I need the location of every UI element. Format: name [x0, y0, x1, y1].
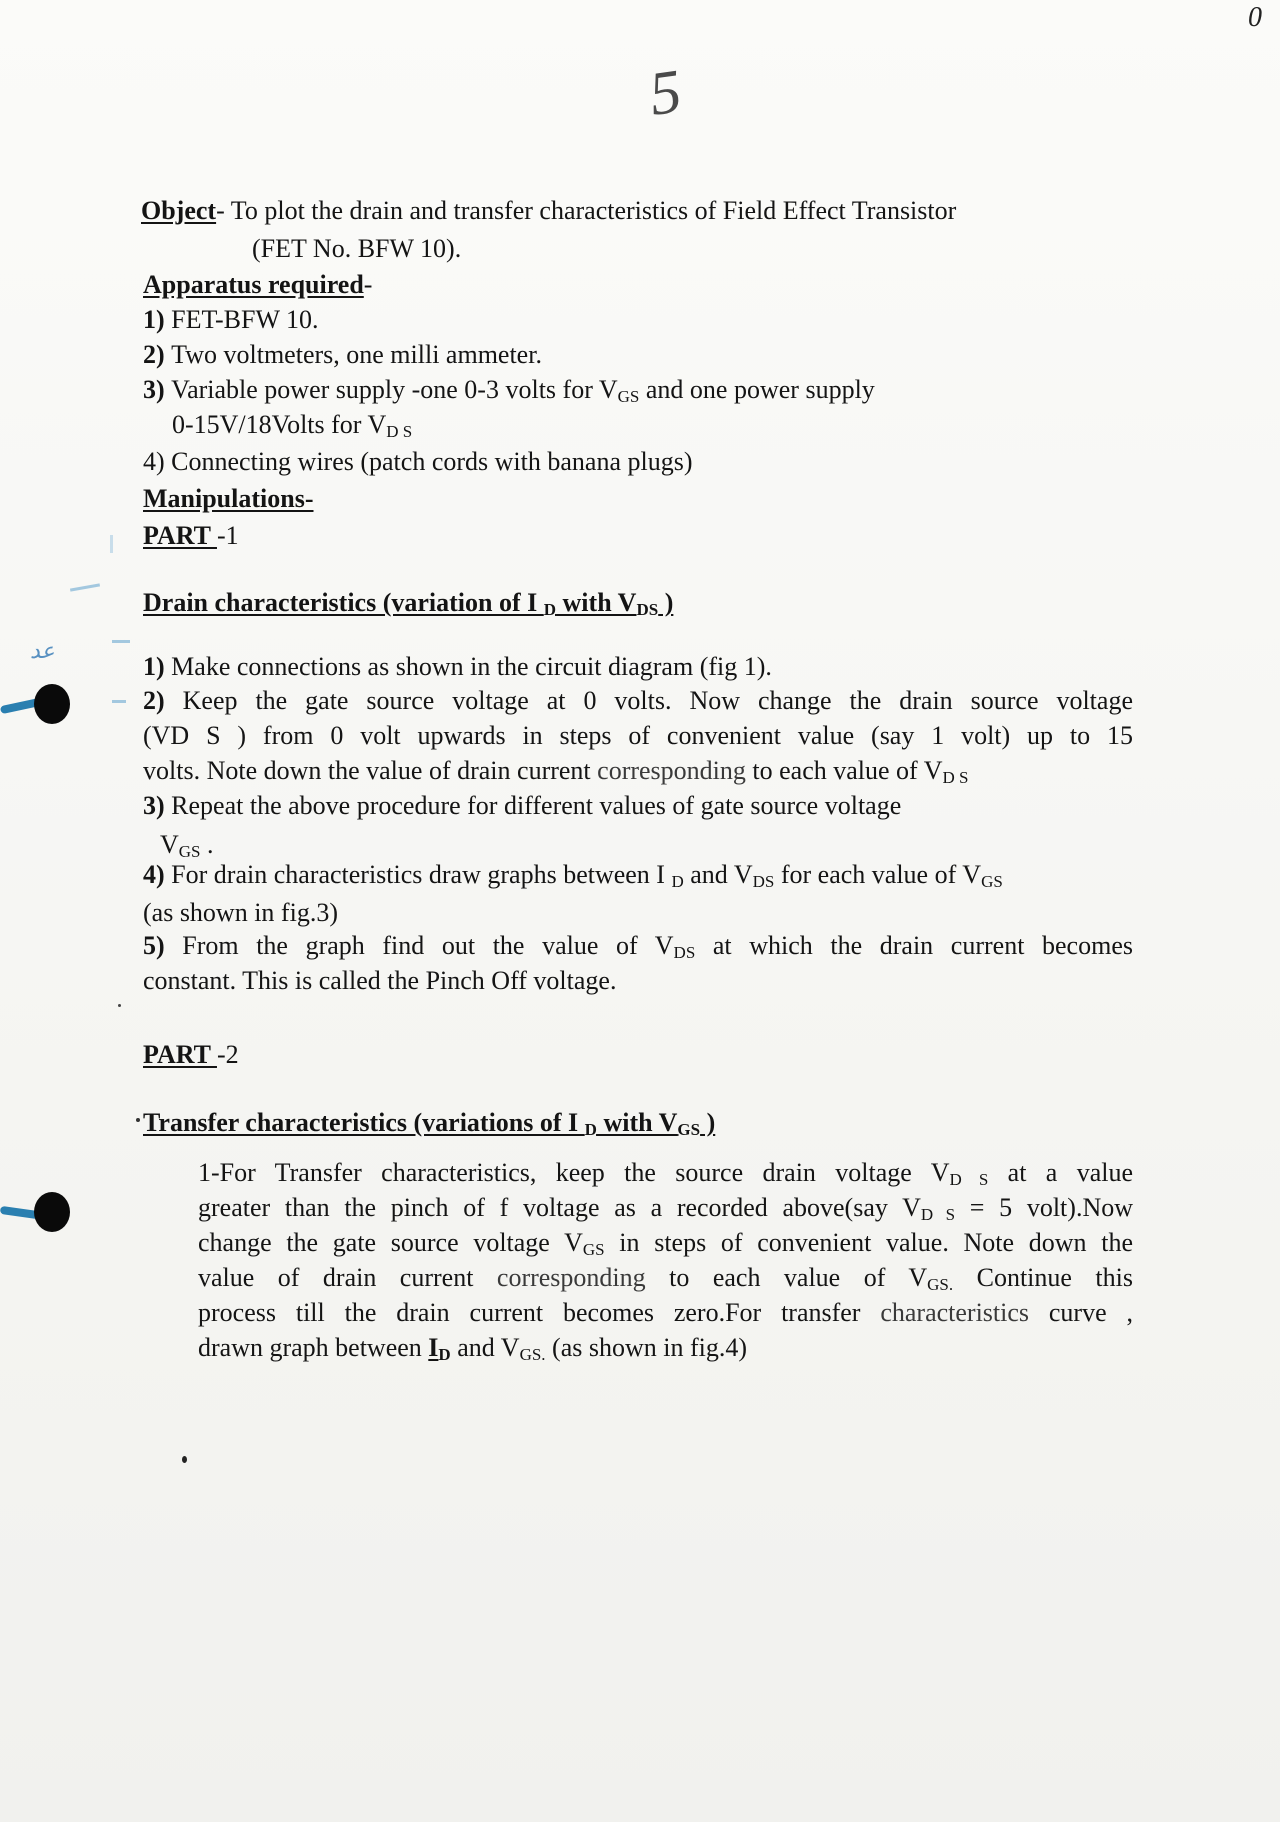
apparatus-dash: -	[363, 270, 373, 299]
part1-heading: PART -1	[143, 521, 239, 550]
part1-step-4-cont: (as shown in fig.3)	[143, 898, 338, 927]
binding-hole-bottom	[34, 1192, 70, 1232]
apparatus-item-2: 2) Two voltmeters, one milli ammeter.	[143, 340, 542, 369]
part1-step-3-cont: $V_{GS}$ .	[160, 830, 214, 861]
object-line-2: (FET No. BFW 10).	[252, 234, 462, 263]
apparatus-line	[143, 268, 372, 302]
manipulations-heading: Manipulations-	[143, 484, 314, 513]
part1-step-5-cont: constant. This is called the Pinch Off voltage.	[143, 966, 617, 995]
part2-para-line3: change the gate source voltage $V_{GS}$ in steps of convenient value. Note down the	[198, 1228, 1133, 1259]
apparatus-item-4: 4) Connecting wires (patch cords with banana plugs)	[143, 447, 693, 476]
object-text: - To plot the drain and transfer characteristics of Field Effect Transistor	[216, 196, 957, 225]
part1-step-4: 4) For drain characteristics draw graphs between I $_D$ and $V_{DS}$ for each value of $V_{GS}$	[143, 860, 1003, 891]
speck	[136, 1118, 140, 1122]
object-line	[141, 194, 956, 228]
apparatus-item-1: 1) FET-BFW 10.	[143, 305, 319, 334]
part2-heading: PART -2	[143, 1040, 239, 1069]
part1-step-2-line3: volts. Note down the value of drain current corresponding to each value of $V_{D S}$	[143, 756, 969, 787]
apparatus-item-3: 3) Variable power supply -one 0-3 volts for $V_{GS}$ and one power supply	[143, 375, 875, 406]
part2-para-line1: 1-For Transfer characteristics, keep the source drain voltage $V_{D S}$ at a value	[198, 1158, 1133, 1189]
corner-mark: 0	[1248, 2, 1262, 33]
margin-pen-mark-2	[112, 640, 130, 643]
speck	[118, 1004, 121, 1007]
margin-handwriting: عد	[30, 638, 55, 663]
drain-characteristics-heading: Drain characteristics (variation of I $_D$ with $V_{DS}$ )	[143, 588, 674, 619]
part1-step-2-line1: 2) Keep the gate source voltage at 0 volts. Now change the drain source voltage	[143, 686, 1133, 715]
part2-para-line2: greater than the pinch of f voltage as a recorded above(say $V_{D S} = 5$ volt).Now	[198, 1193, 1133, 1224]
part2-para-line5: process till the drain current becomes zero.For transfer characteristics curve ,	[198, 1298, 1133, 1327]
apparatus-heading: Apparatus required	[143, 270, 364, 299]
handwritten-page-number: 5	[645, 57, 686, 129]
object-heading: Object	[141, 196, 217, 225]
part2-para-line6: drawn graph between $I_D$ and $V_{GS.}$ (as shown in fig.4)	[198, 1333, 748, 1364]
part1-step-5: 5) From the graph find out the value of $V_{DS}$ at which the drain current becomes	[143, 931, 1133, 962]
transfer-characteristics-heading: Transfer characteristics (variations of I $_D$ with $V_{GS}$ )	[143, 1108, 716, 1139]
margin-pen-mark-4	[110, 535, 113, 553]
margin-pen-mark-3	[112, 700, 126, 703]
part1-step-2-line2: (VD S ) from 0 volt upwards in steps of convenient value (say 1 volt) up to 15	[143, 721, 1133, 750]
part1-step-1: 1) Make connections as shown in the circuit diagram (fig 1).	[143, 652, 772, 681]
apparatus-item-3-cont: 0-15V/18Volts for $V_{D S}$	[172, 410, 413, 441]
part1-step-3: 3) Repeat the above procedure for different values of gate source voltage	[143, 791, 902, 820]
binding-hole-top	[34, 684, 70, 724]
speck	[182, 1456, 187, 1463]
margin-pen-mark-1	[70, 583, 100, 591]
part2-para-line4: value of drain current corresponding to each value of $V_{GS.}$ Continue this	[198, 1263, 1133, 1294]
